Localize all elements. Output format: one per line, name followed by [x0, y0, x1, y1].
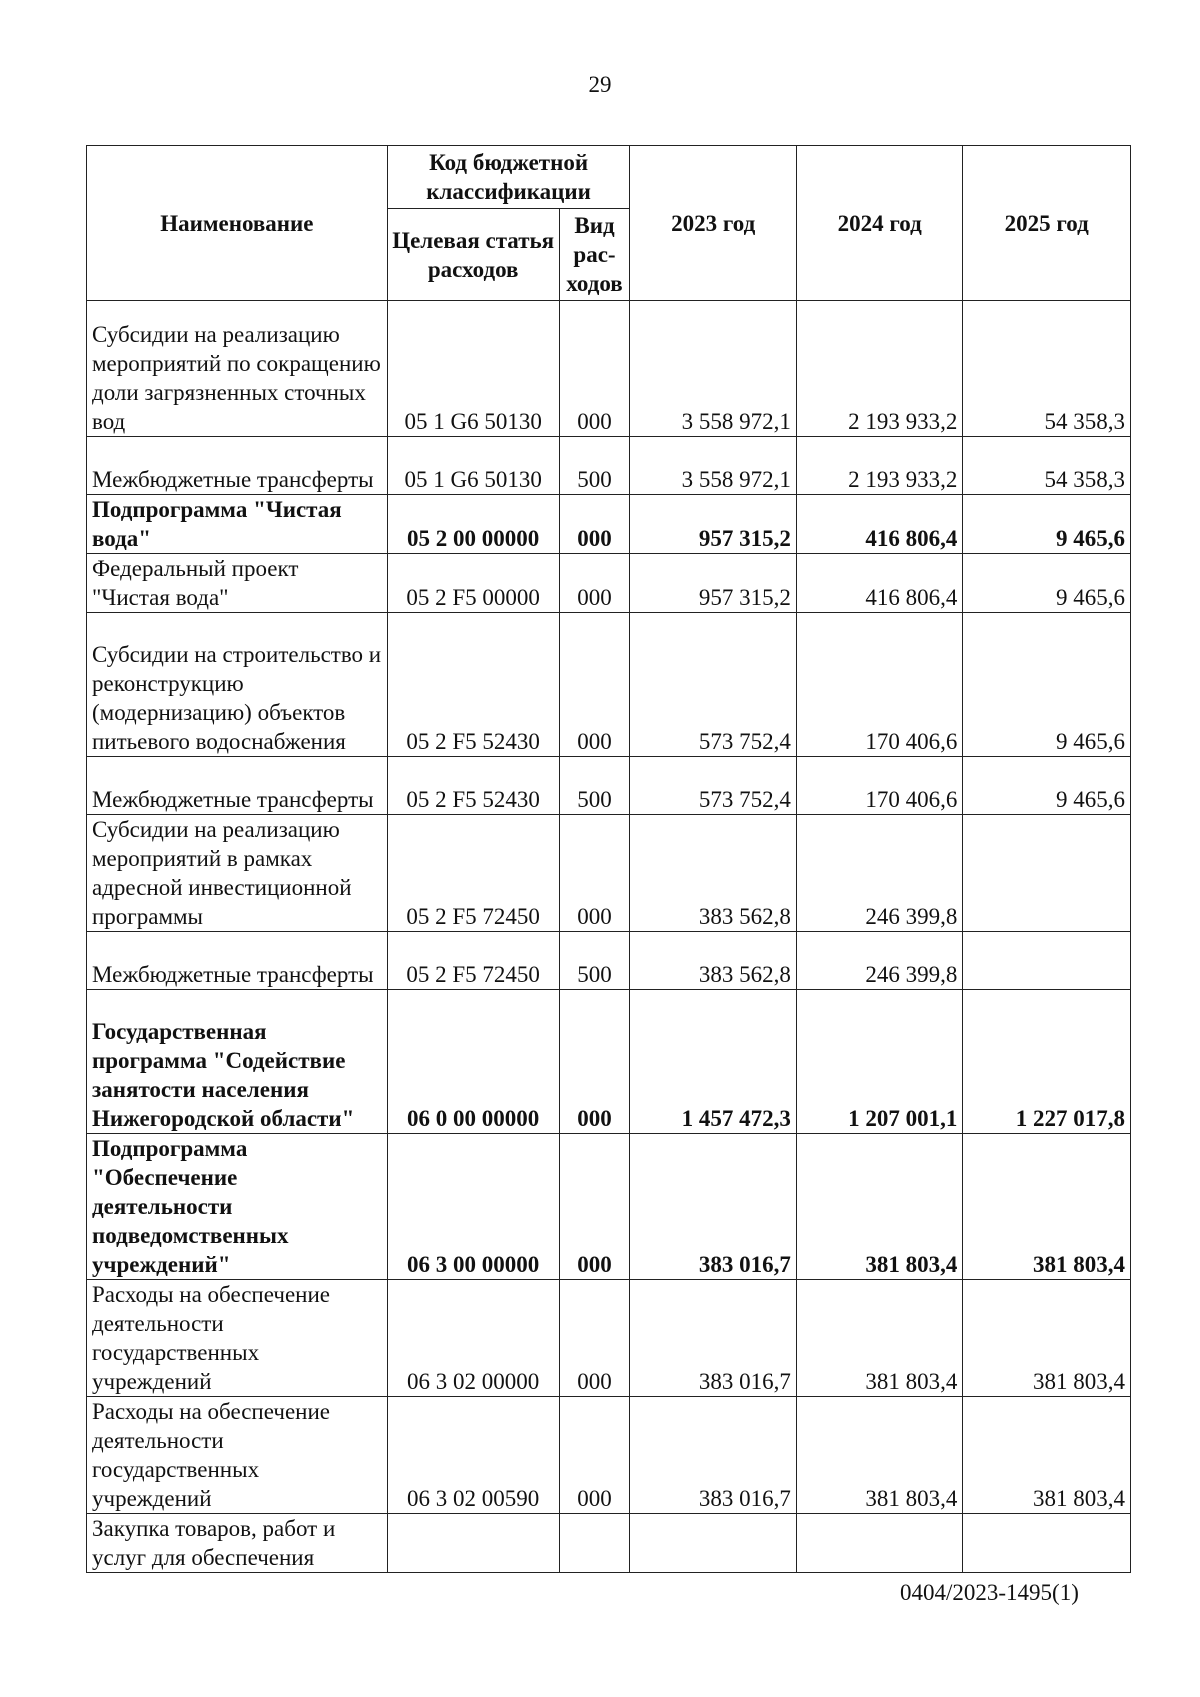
row-target-code: 06 3 02 00590: [387, 1397, 559, 1514]
row-expense-type: 500: [559, 932, 630, 990]
table-row: [87, 554, 1131, 613]
row-expense-type: 500: [559, 437, 630, 495]
row-value-2024: 170 406,6: [796, 757, 962, 815]
row-expense-type: 000: [559, 1134, 630, 1280]
row-value-2024: 2 193 933,2: [796, 301, 962, 437]
row-expense-type: 000: [559, 815, 630, 932]
header-year-2024: 2024 год: [796, 146, 962, 301]
row-value-2025: 9 465,6: [963, 613, 1131, 757]
table-header: [87, 146, 1131, 301]
row-value-2024: 246 399,8: [796, 815, 962, 932]
row-value-2023: 957 315,2: [630, 495, 796, 554]
row-value-2025: 54 358,3: [963, 437, 1131, 495]
row-expense-type: 000: [559, 613, 630, 757]
row-value-2025: 9 465,6: [963, 757, 1131, 815]
table-row: [87, 990, 1131, 1134]
row-value-2024: 416 806,4: [796, 554, 962, 613]
table-row: [87, 1280, 1131, 1397]
row-value-2023: 3 558 972,1: [630, 437, 796, 495]
row-value-2024: 1 207 001,1: [796, 990, 962, 1134]
row-value-2025: 9 465,6: [963, 554, 1131, 613]
table-row: [87, 757, 1131, 815]
row-value-2024: 381 803,4: [796, 1280, 962, 1397]
row-value-2023: 573 752,4: [630, 613, 796, 757]
row-value-2023: [630, 1514, 796, 1573]
row-target-code: 06 0 00 00000: [387, 990, 559, 1134]
row-target-code: 05 2 F5 00000: [387, 554, 559, 613]
row-target-code: 05 2 F5 72450: [387, 815, 559, 932]
row-expense-type: [559, 1514, 630, 1573]
table-row: [87, 613, 1131, 757]
budget-table: [86, 145, 1131, 1573]
row-name: Расходы на обеспечение деятельности государственных учреждений: [87, 1280, 388, 1397]
row-value-2024: [796, 1514, 962, 1573]
row-name: Подпрограмма "Чистая вода": [87, 495, 388, 554]
row-target-code: 05 1 G6 50130: [387, 437, 559, 495]
row-value-2023: 383 016,7: [630, 1134, 796, 1280]
header-year-2025: 2025 год: [963, 146, 1131, 301]
table-body: [87, 301, 1131, 1573]
header-expense-type: Вид рас-ходов: [559, 209, 630, 301]
table-row: [87, 1397, 1131, 1514]
row-target-code: 05 2 F5 72450: [387, 932, 559, 990]
row-value-2025: [963, 815, 1131, 932]
row-value-2024: 381 803,4: [796, 1397, 962, 1514]
table-row: [87, 437, 1131, 495]
row-expense-type: 000: [559, 1280, 630, 1397]
row-value-2025: 54 358,3: [963, 301, 1131, 437]
row-value-2024: 416 806,4: [796, 495, 962, 554]
row-value-2025: 381 803,4: [963, 1397, 1131, 1514]
row-value-2025: 381 803,4: [963, 1134, 1131, 1280]
row-value-2025: 9 465,6: [963, 495, 1131, 554]
header-code-group: Код бюджетной классификации: [387, 146, 630, 209]
row-name: Межбюджетные трансферты: [87, 757, 388, 815]
table-row: [87, 495, 1131, 554]
header-target-article: Целевая статья расходов: [387, 209, 559, 301]
row-name: Межбюджетные трансферты: [87, 932, 388, 990]
row-value-2023: 383 562,8: [630, 815, 796, 932]
row-name: Субсидии на реализацию мероприятий в рамках адресной инвестиционной программы: [87, 815, 388, 932]
table-row: [87, 815, 1131, 932]
row-target-code: 06 3 02 00000: [387, 1280, 559, 1397]
row-target-code: 05 1 G6 50130: [387, 301, 559, 437]
row-target-code: [387, 1514, 559, 1573]
row-value-2023: 1 457 472,3: [630, 990, 796, 1134]
header-name: Наименование: [87, 146, 388, 301]
row-value-2025: [963, 932, 1131, 990]
row-expense-type: 000: [559, 990, 630, 1134]
row-name: Федеральный проект "Чистая вода": [87, 554, 388, 613]
row-value-2023: 383 562,8: [630, 932, 796, 990]
row-value-2025: 381 803,4: [963, 1280, 1131, 1397]
row-value-2023: 383 016,7: [630, 1397, 796, 1514]
row-name: Закупка товаров, работ и услуг для обеспечения: [87, 1514, 388, 1573]
row-value-2023: 957 315,2: [630, 554, 796, 613]
row-value-2025: 1 227 017,8: [963, 990, 1131, 1134]
row-value-2024: 381 803,4: [796, 1134, 962, 1280]
table-row: [87, 1134, 1131, 1280]
table-row: [87, 932, 1131, 990]
row-name: Субсидии на строительство и реконструкцию (модернизацию) объектов питьевого водоснабжения: [87, 613, 388, 757]
row-name: Расходы на обеспечение деятельности государственных учреждений: [87, 1397, 388, 1514]
row-expense-type: 500: [559, 757, 630, 815]
table-row: [87, 301, 1131, 437]
row-target-code: 05 2 00 00000: [387, 495, 559, 554]
row-expense-type: 000: [559, 495, 630, 554]
row-name: Межбюджетные трансферты: [87, 437, 388, 495]
row-value-2023: 3 558 972,1: [630, 301, 796, 437]
row-target-code: 06 3 00 00000: [387, 1134, 559, 1280]
row-value-2023: 573 752,4: [630, 757, 796, 815]
document-code: 0404/2023-1495(1): [900, 1580, 1079, 1605]
row-value-2025: [963, 1514, 1131, 1573]
header-year-2023: 2023 год: [630, 146, 796, 301]
row-name: Государственная программа "Содействие занятости населения Нижегородской области": [87, 990, 388, 1134]
page-number: 29: [588, 72, 612, 97]
row-value-2024: 2 193 933,2: [796, 437, 962, 495]
row-value-2024: 170 406,6: [796, 613, 962, 757]
row-expense-type: 000: [559, 1397, 630, 1514]
row-expense-type: 000: [559, 554, 630, 613]
table-row: [87, 1514, 1131, 1573]
row-expense-type: 000: [559, 301, 630, 437]
row-name: Подпрограмма "Обеспечение деятельности подведомственных учреждений": [87, 1134, 388, 1280]
row-value-2024: 246 399,8: [796, 932, 962, 990]
row-target-code: 05 2 F5 52430: [387, 613, 559, 757]
row-name: Субсидии на реализацию мероприятий по сокращению доли загрязненных сточных вод: [87, 301, 388, 437]
row-target-code: 05 2 F5 52430: [387, 757, 559, 815]
row-value-2023: 383 016,7: [630, 1280, 796, 1397]
